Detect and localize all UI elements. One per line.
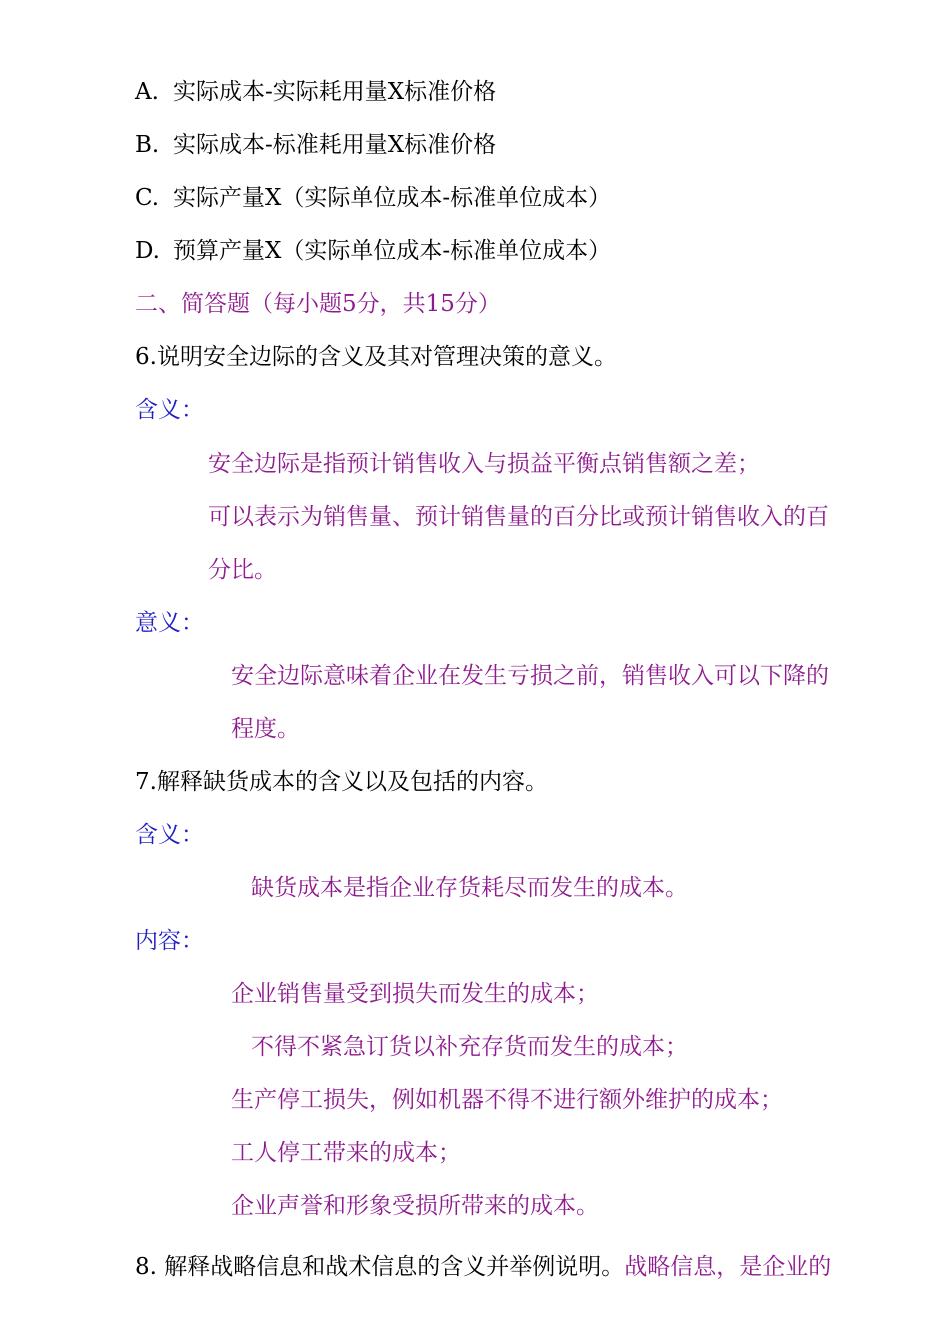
q7-content-line: 不得不紧急订货以补充存货而发生的成本； — [251, 1034, 688, 1060]
section-heading: 二、简答题（每小题5分，共15分） — [135, 291, 501, 317]
q6-significance-line: 程度。 — [231, 716, 300, 742]
option-d — [135, 236, 611, 266]
q7-content-line: 企业销售量受到损失而发生的成本； — [231, 981, 599, 1007]
option-a — [135, 77, 496, 107]
q7-meaning-label: 含义： — [135, 822, 204, 848]
q6-significance-line: 安全边际意味着企业在发生亏损之前，销售收入可以下降的 — [231, 663, 829, 689]
q7-content-label: 内容： — [135, 928, 204, 954]
option-letter: A. — [135, 79, 159, 105]
q6-significance-label: 意义： — [135, 610, 204, 636]
q7-content-line: 企业声誉和形象受损所带来的成本。 — [231, 1193, 599, 1219]
question-7: 7.解释缺货成本的含义以及包括的内容。 — [135, 769, 548, 795]
question-6: 6.说明安全边际的含义及其对管理决策的意义。 — [135, 344, 617, 370]
option-letter: C. — [135, 185, 160, 211]
option-b — [135, 130, 496, 160]
q6-meaning-line: 可以表示为销售量、预计销售量的百分比或预计销售收入的百 — [208, 504, 829, 530]
option-text: 实际成本-标准耗用量X标准价格 — [173, 132, 497, 158]
option-text: 预算产量X（实际单位成本-标准单位成本） — [173, 238, 612, 264]
q6-meaning-label: 含义： — [135, 397, 204, 423]
option-letter: D. — [135, 238, 160, 264]
q7-content-line: 工人停工带来的成本； — [231, 1140, 461, 1166]
option-text: 实际产量X（实际单位成本-标准单位成本） — [173, 185, 612, 211]
q8-answer-start: 战略信息，是企业的 — [624, 1254, 832, 1280]
q7-meaning-line: 缺货成本是指企业存货耗尽而发生的成本。 — [251, 875, 688, 901]
option-letter: B. — [135, 132, 160, 158]
option-c — [135, 183, 611, 213]
q6-meaning-line: 安全边际是指预计销售收入与损益平衡点销售额之差； — [208, 451, 760, 477]
q6-meaning-line: 分比。 — [208, 557, 277, 583]
q8-question-text: 8. 解释战略信息和战术信息的含义并举例说明。 — [135, 1254, 625, 1280]
option-text: 实际成本-实际耗用量X标准价格 — [173, 79, 497, 105]
q7-content-line: 生产停工损失，例如机器不得不进行额外维护的成本； — [231, 1087, 783, 1113]
question-8 — [135, 1252, 831, 1282]
